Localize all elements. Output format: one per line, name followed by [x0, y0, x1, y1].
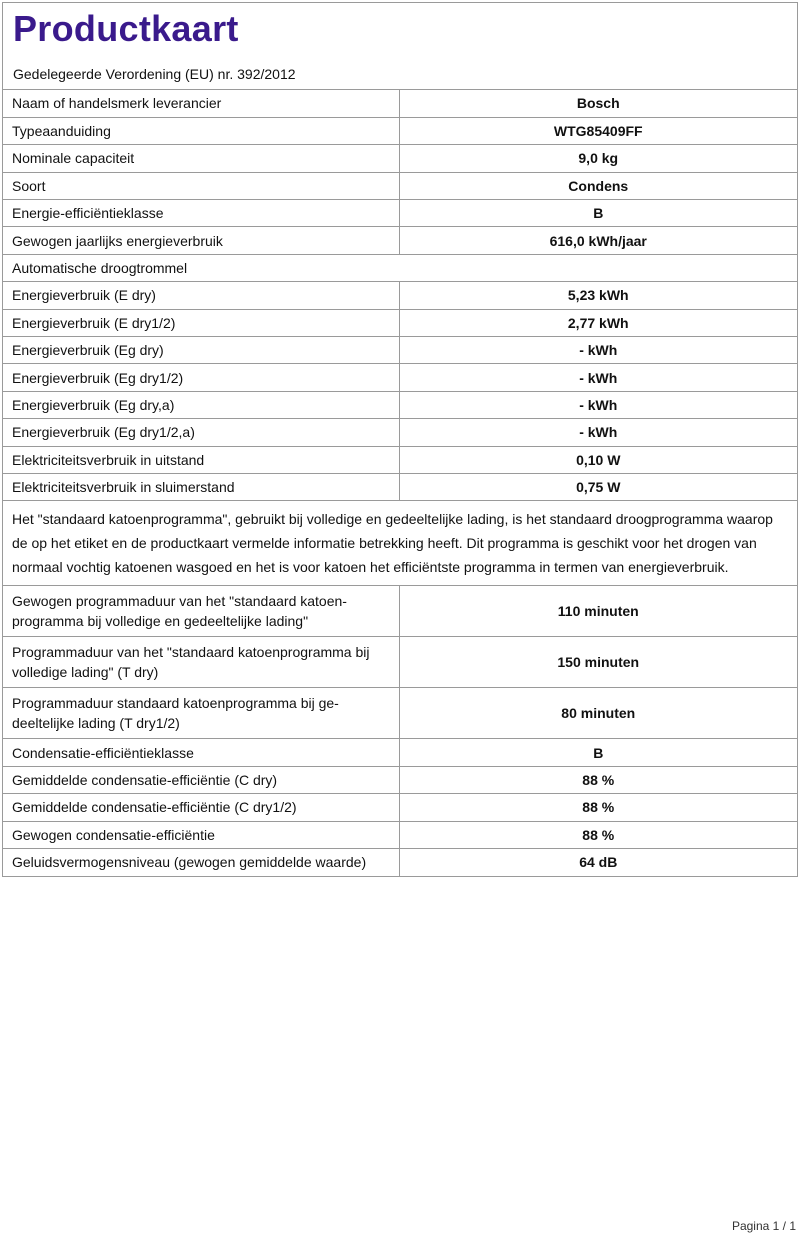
row-label: Programmaduur van het "standaard katoenprogramma bij volledige lading" (T dry)	[3, 637, 399, 688]
table-row	[3, 254, 797, 281]
row-label: Typeaanduiding	[3, 117, 399, 144]
row-value: - kWh	[399, 419, 797, 446]
row-label: Energieverbruik (Eg dry1/2)	[3, 364, 399, 391]
table-row	[3, 419, 797, 446]
table-row	[3, 586, 797, 637]
row-label: Energieverbruik (Eg dry)	[3, 337, 399, 364]
row-label: Energieverbruik (Eg dry1/2,a)	[3, 419, 399, 446]
table-row	[3, 364, 797, 391]
row-label: Gemiddelde condensatie-efficiëntie (C dry1/2)	[3, 794, 399, 821]
row-value: - kWh	[399, 364, 797, 391]
row-value: 2,77 kWh	[399, 309, 797, 336]
row-value	[399, 254, 797, 281]
row-value: 0,75 W	[399, 473, 797, 500]
table-row	[3, 794, 797, 821]
row-label: Automatische droogtrommel	[3, 254, 399, 281]
table-row	[3, 309, 797, 336]
row-value: B	[399, 200, 797, 227]
page-title: Productkaart	[13, 8, 239, 49]
row-label: Geluidsvermogensniveau (gewogen gemiddelde waarde)	[3, 848, 399, 875]
row-value: 616,0 kWh/jaar	[399, 227, 797, 254]
row-value: - kWh	[399, 391, 797, 418]
row-label: Gewogen condensatie-efficiëntie	[3, 821, 399, 848]
row-value: 150 minuten	[399, 637, 797, 688]
table-row	[3, 766, 797, 793]
table-row	[3, 848, 797, 875]
header	[3, 3, 797, 90]
table-row	[3, 637, 797, 688]
row-value: 110 minuten	[399, 586, 797, 637]
table-row	[3, 172, 797, 199]
row-value: B	[399, 739, 797, 766]
row-value: 0,10 W	[399, 446, 797, 473]
row-value: 9,0 kg	[399, 145, 797, 172]
spec-table	[3, 90, 797, 876]
table-row	[3, 446, 797, 473]
row-value: Condens	[399, 172, 797, 199]
table-row	[3, 391, 797, 418]
table-row	[3, 145, 797, 172]
row-value: 64 dB	[399, 848, 797, 875]
product-sheet	[2, 2, 798, 877]
row-value: Bosch	[576, 95, 620, 112]
regulation-subtitle: Gedelegeerde Verordening (EU) nr. 392/2012	[13, 66, 296, 82]
note-row	[3, 501, 797, 586]
row-value: 5,23 kWh	[399, 282, 797, 309]
row-value: WTG85409FF	[399, 117, 797, 144]
table-row	[3, 90, 797, 117]
row-label: Gewogen programmaduur van het "standaard katoen-programma bij volledige en gedeeltelijke lading"	[3, 586, 399, 637]
row-label: Gemiddelde condensatie-efficiëntie (C dry)	[3, 766, 399, 793]
row-value: - kWh	[399, 337, 797, 364]
row-label: Naam of handelsmerk leverancier	[3, 90, 399, 117]
row-label: Energie-efficiëntieklasse	[3, 200, 399, 227]
row-label: Energieverbruik (E dry)	[3, 282, 399, 309]
row-label: Gewogen jaarlijks energieverbruik	[3, 227, 399, 254]
row-label: Nominale capaciteit	[3, 145, 399, 172]
table-row	[3, 821, 797, 848]
row-label: Energieverbruik (Eg dry,a)	[3, 391, 399, 418]
table-row	[3, 739, 797, 766]
table-row	[3, 227, 797, 254]
row-label: Energieverbruik (E dry1/2)	[3, 309, 399, 336]
row-label: Elektriciteitsverbruik in sluimerstand	[3, 473, 399, 500]
table-row	[3, 117, 797, 144]
table-row	[3, 688, 797, 739]
row-label: Soort	[3, 172, 399, 199]
table-row	[3, 473, 797, 500]
row-label: Programmaduur standaard katoenprogramma bij ge-deeltelijke lading (T dry1/2)	[3, 688, 399, 739]
row-value: 88 %	[399, 766, 797, 793]
row-value: 88 %	[399, 794, 797, 821]
row-label: Elektriciteitsverbruik in uitstand	[3, 446, 399, 473]
row-value: 88 %	[399, 821, 797, 848]
table-row	[3, 337, 797, 364]
row-value: 80 minuten	[399, 688, 797, 739]
table-row	[3, 282, 797, 309]
page-number: Pagina 1 / 1	[731, 1219, 796, 1233]
row-label: Condensatie-efficiëntieklasse	[3, 739, 399, 766]
table-row	[3, 200, 797, 227]
program-note: Het "standaard katoenprogramma", gebruikt bij volledige en gedeeltelijke lading, is het standaard droogprogramma waarop de op het etiket en de productkaart vermelde informatie betrekking heeft. Dit programma is geschikt voor het drogen van normaal vochtig katoenen wasgoed en het is voor katoen het efficiëntste programma in termen van energieverbruik.	[3, 501, 797, 586]
